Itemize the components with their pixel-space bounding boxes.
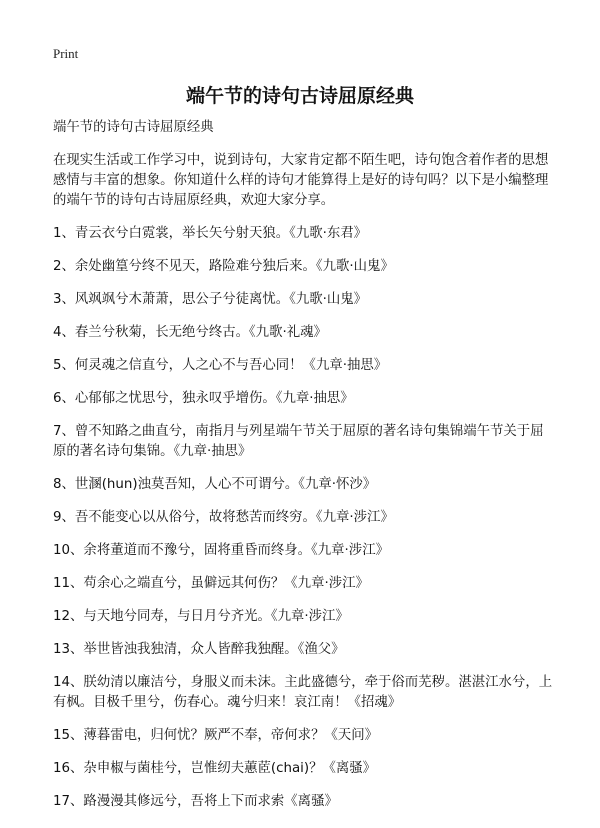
poem-line-item: 3、风飒飒兮木萧萧，思公子兮徒离忧。《九歌·山鬼》 xyxy=(53,292,368,307)
poem-line-list xyxy=(53,224,553,812)
intro-paragraph: 在现实生活或工作学习中，说到诗句，大家肯定都不陌生吧，诗句饱含着作者的思想感情与丰富的想象。你知道什么样的诗句才能算得上是好的诗句吗？以下是小编整理的端午节的诗句古诗屈原经典，欢迎大家分享。 xyxy=(53,153,549,208)
poem-line-item: 6、心郁郁之忧思兮，独永叹乎增伤。《九章·抽思》 xyxy=(53,391,354,406)
poem-line-item: 16、杂申椒与菌桂兮，岂惟纫夫蕙茝(chai)？《离骚》 xyxy=(53,761,377,776)
poem-line-item: 13、举世皆浊我独清，众人皆醉我独醒。《渔父》 xyxy=(53,642,345,657)
poem-line-item: 7、曾不知路之曲直兮，南指月与列星端午节关于屈原的著名诗句集锦端午节关于屈原的著名诗句集锦。《九章·抽思》 xyxy=(53,424,544,459)
poem-line-item: 2、余处幽篁兮终不见天，路险难兮独后来。《九歌·山鬼》 xyxy=(53,259,394,274)
poem-line-item: 17、路漫漫其修远兮，吾将上下而求索《离骚》 xyxy=(53,794,338,809)
poem-line-item: 8、世溷(hun)浊莫吾知，人心不可谓兮。《九章·怀沙》 xyxy=(53,477,377,492)
poem-line-item: 1、青云衣兮白霓裳，举长矢兮射天狼。《九歌·东君》 xyxy=(53,226,368,241)
poem-line-item: 4、春兰兮秋菊，长无绝兮终古。《九歌·礼魂》 xyxy=(53,325,327,340)
print-link[interactable]: Print xyxy=(53,46,79,61)
poem-line-item: 14、朕幼清以廉洁兮，身服义而未沫。主此盛德兮，牵于俗而芜秽。湛湛江水兮，上有枫。目极千里兮，伤春心。魂兮归来！哀江南！《招魂》 xyxy=(53,675,553,710)
poem-line-item: 5、何灵魂之信直兮，人之心不与吾心同！《九章·抽思》 xyxy=(53,358,388,373)
poem-line-item: 15、薄暮雷电，归何忧？厥严不奉，帝何求？《天问》 xyxy=(53,728,379,743)
page-title: 端午节的诗句古诗屈原经典 xyxy=(185,85,414,107)
poem-line-item: 11、苟余心之端直兮，虽僻远其何伤？《九章·涉江》 xyxy=(53,576,369,591)
poem-line-item: 10、余将董道而不豫兮，固将重昏而终身。《九章·涉江》 xyxy=(53,543,389,558)
poem-line-item: 9、吾不能变心以从俗兮，故将愁苦而终穷。《九章·涉江》 xyxy=(53,510,394,525)
document-subtitle: 端午节的诗句古诗屈原经典 xyxy=(53,120,214,135)
document-body xyxy=(53,118,553,825)
poem-line-item: 12、与天地兮同寿，与日月兮齐光。《九章·涉江》 xyxy=(53,609,349,624)
